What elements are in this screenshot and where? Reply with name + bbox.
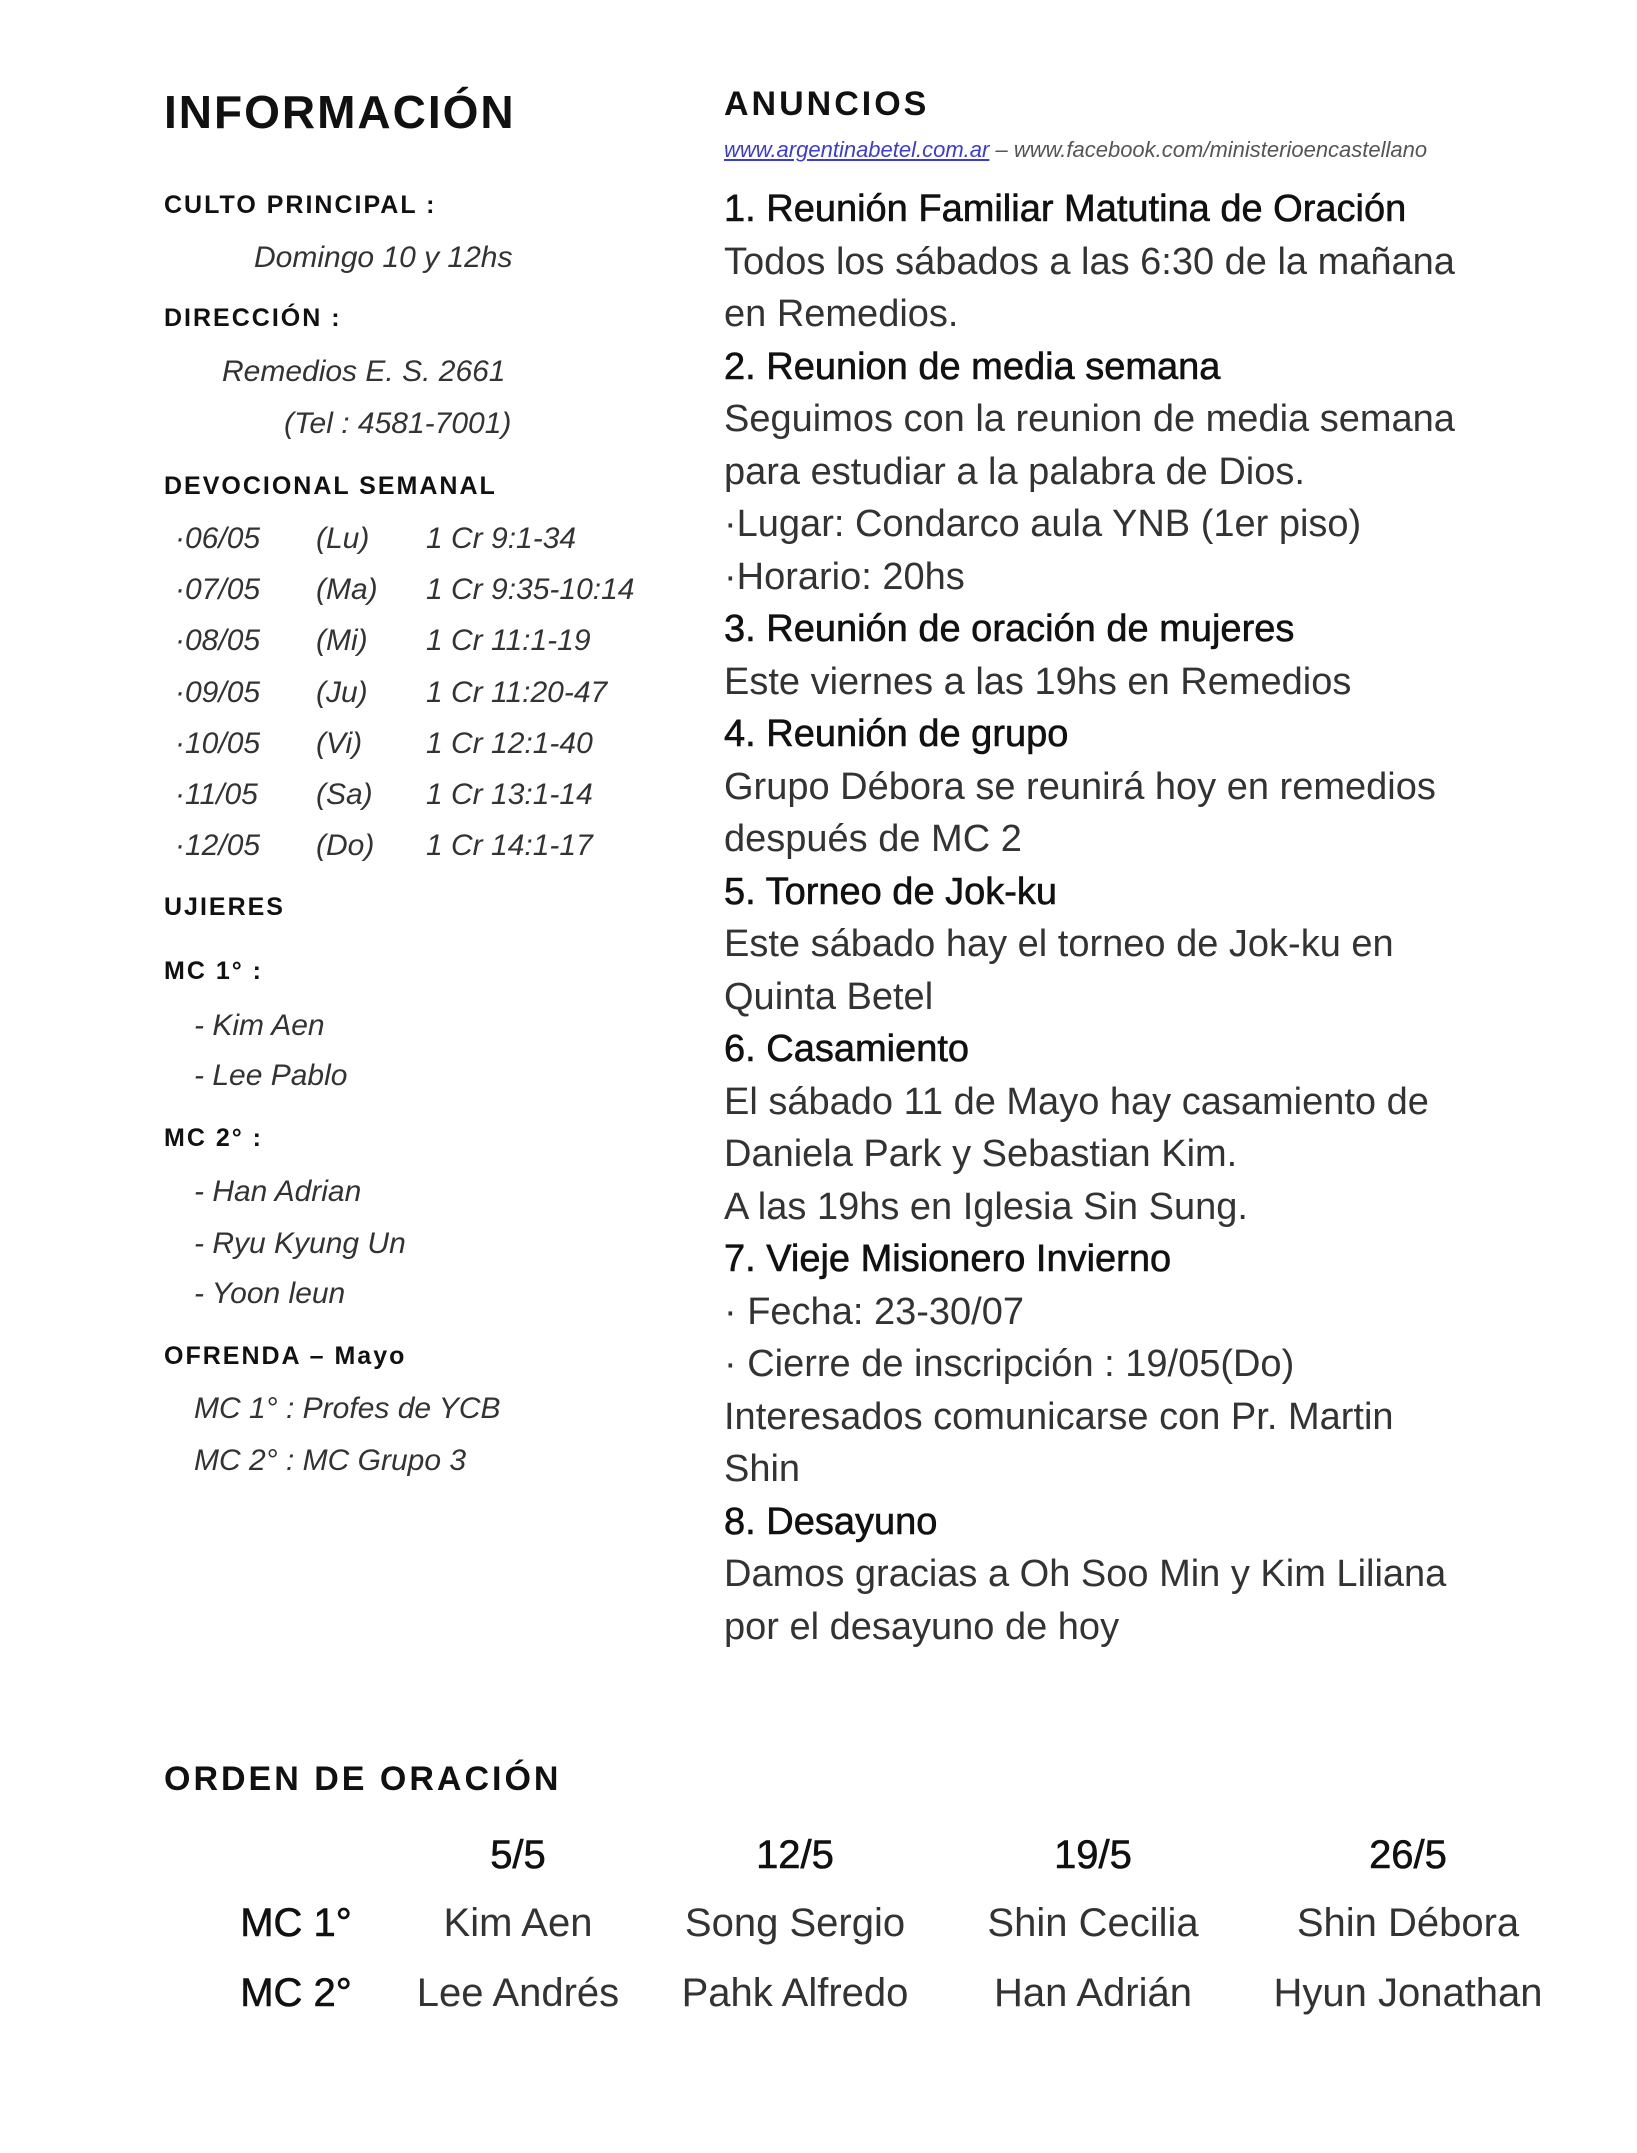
- devocional-date: ·09/05: [175, 676, 261, 709]
- oracion-name: Hyun Jonathan: [1273, 1971, 1543, 2015]
- info-title: INFORMACIÓN: [164, 86, 516, 138]
- anuncio-title: 7. Vieje Misionero Invierno: [724, 1238, 1172, 1280]
- anuncio-title: 8. Desayuno: [724, 1500, 938, 1543]
- anuncio-line: · Cierre de inscripción : 19/05(Do): [724, 1343, 1295, 1385]
- direccion-address: Remedios E. S. 2661: [222, 355, 506, 388]
- devocional-ref: 1 Cr 13:1-14: [426, 778, 593, 811]
- anuncio-line: Grupo Débora se reunirá hoy en remedios: [724, 765, 1436, 808]
- devocional-label: DEVOCIONAL SEMANAL: [164, 472, 497, 500]
- anuncio-line: después de MC 2: [724, 818, 1022, 860]
- anuncio-line: Este sábado hay el torneo de Jok-ku en: [724, 923, 1394, 965]
- anuncio-title: 4. Reunión de grupo: [724, 713, 1069, 755]
- devocional-day: (Lu): [316, 522, 370, 555]
- devocional-day: (Mi): [316, 624, 368, 657]
- anuncio-line: Quinta Betel: [724, 975, 934, 1018]
- anuncio-line: en Remedios.: [724, 293, 959, 335]
- devocional-row: [175, 724, 695, 764]
- anuncio-line: para estudiar a la palabra de Dios.: [724, 450, 1305, 493]
- devocional-date: ·11/05: [175, 778, 258, 811]
- ujier-name: - Ryu Kyung Un: [194, 1227, 406, 1260]
- culto-value: Domingo 10 y 12hs: [254, 241, 513, 274]
- devocional-ref: 1 Cr 14:1-17: [426, 829, 593, 862]
- anuncio-line: · Fecha: 23-30/07: [724, 1290, 1024, 1333]
- anuncio-title: 2. Reunion de media semana: [724, 345, 1221, 388]
- anuncio-line: A las 19hs en Iglesia Sin Sung.: [724, 1185, 1248, 1228]
- anuncio-title: 1. Reunión Familiar Matutina de Oración: [724, 188, 1407, 230]
- anuncio-line: por el desayuno de hoy: [724, 1605, 1120, 1648]
- direccion-tel: (Tel : 4581-7001): [284, 407, 512, 440]
- ujier-name: - Kim Aen: [194, 1009, 325, 1042]
- devocional-day: (Do): [316, 829, 375, 862]
- ujieres-group-label: MC 2° :: [164, 1124, 263, 1152]
- anuncio-line: El sábado 11 de Mayo hay casamiento de: [724, 1080, 1429, 1123]
- website-link[interactable]: www.argentinabetel.com.ar: [724, 137, 990, 162]
- oracion-date: 12/5: [756, 1833, 834, 1877]
- devocional-row: [175, 775, 695, 815]
- oracion-name: Kim Aen: [443, 1901, 593, 1945]
- devocional-day: (Ju): [316, 676, 368, 709]
- devocional-ref: 1 Cr 9:35-10:14: [426, 573, 635, 606]
- devocional-date: ·07/05: [175, 573, 261, 606]
- devocional-row: [175, 570, 695, 610]
- anuncios-title: ANUNCIOS: [724, 85, 930, 123]
- ujier-name: - Yoon leun: [194, 1277, 346, 1310]
- ofrenda-label: OFRENDA – Mayo: [164, 1342, 407, 1370]
- devocional-date: ·10/05: [175, 727, 261, 760]
- ujieres-group-label: MC 1° :: [164, 957, 263, 985]
- ujier-name: - Lee Pablo: [194, 1059, 348, 1092]
- direccion-label: DIRECCIÓN :: [164, 304, 342, 332]
- anuncio-title: 3. Reunión de oración de mujeres: [724, 608, 1295, 650]
- oracion-name: Lee Andrés: [416, 1971, 620, 2015]
- devocional-day: (Sa): [316, 778, 373, 811]
- devocional-ref: 1 Cr 11:1-19: [426, 624, 591, 657]
- devocional-ref: 1 Cr 12:1-40: [426, 727, 593, 760]
- devocional-row: [175, 673, 695, 713]
- devocional-date: ·06/05: [175, 522, 261, 555]
- anuncios-list: [724, 183, 1604, 1653]
- anuncio-line: ·Horario: 20hs: [724, 555, 965, 598]
- devocional-row: [175, 519, 695, 559]
- culto-label: CULTO PRINCIPAL :: [164, 191, 437, 219]
- oracion-title: ORDEN DE ORACIÓN: [164, 1760, 562, 1798]
- oracion-name: Shin Débora: [1296, 1901, 1520, 1945]
- oracion-row-label: MC 2°: [240, 1971, 352, 2015]
- anuncio-line: Interesados comunicarse con Pr. Martin: [724, 1395, 1394, 1438]
- oracion-name: Han Adrián: [994, 1971, 1192, 2015]
- anuncio-line: Seguimos con la reunion de media semana: [724, 398, 1455, 440]
- anuncio-line: Shin: [724, 1448, 801, 1490]
- ujier-name: - Han Adrian: [194, 1175, 362, 1208]
- anuncios-links: [724, 136, 1427, 164]
- anuncio-title: 6. Casamiento: [724, 1028, 970, 1070]
- ujieres-label: UJIERES: [164, 893, 285, 921]
- oracion-name: Pahk Alfredo: [681, 1971, 909, 2015]
- ofrenda-item: MC 2° : MC Grupo 3: [194, 1444, 467, 1477]
- oracion-row-label: MC 1°: [240, 1901, 352, 1945]
- oracion-date: 5/5: [490, 1833, 546, 1877]
- oracion-date: 19/5: [1054, 1833, 1132, 1877]
- devocional-row: [175, 621, 695, 661]
- anuncio-line: Todos los sábados a las 6:30 de la mañana: [724, 240, 1455, 283]
- devocional-date: ·12/05: [175, 829, 261, 862]
- anuncio-title: 5. Torneo de Jok-ku: [724, 870, 1058, 913]
- oracion-name: Song Sergio: [684, 1901, 906, 1945]
- devocional-day: (Ma): [316, 573, 378, 606]
- devocional-ref: 1 Cr 9:1-34: [426, 522, 577, 555]
- oracion-name: Shin Cecilia: [987, 1901, 1199, 1945]
- anuncio-line: Daniela Park y Sebastian Kim.: [724, 1133, 1238, 1175]
- oracion-date: 26/5: [1369, 1833, 1447, 1877]
- devocional-date: ·08/05: [175, 624, 261, 657]
- anuncio-line: Este viernes a las 19hs en Remedios: [724, 660, 1352, 703]
- devocional-row: [175, 826, 695, 866]
- ofrenda-item: MC 1° : Profes de YCB: [194, 1392, 501, 1425]
- devocional-ref: 1 Cr 11:20-47: [426, 676, 608, 709]
- devocional-day: (Vi): [316, 727, 363, 760]
- facebook-text: – www.facebook.com/ministerioencastellano: [989, 137, 1428, 162]
- anuncio-line: ·Lugar: Condarco aula YNB (1er piso): [724, 503, 1362, 545]
- anuncio-line: Damos gracias a Oh Soo Min y Kim Liliana: [724, 1553, 1447, 1595]
